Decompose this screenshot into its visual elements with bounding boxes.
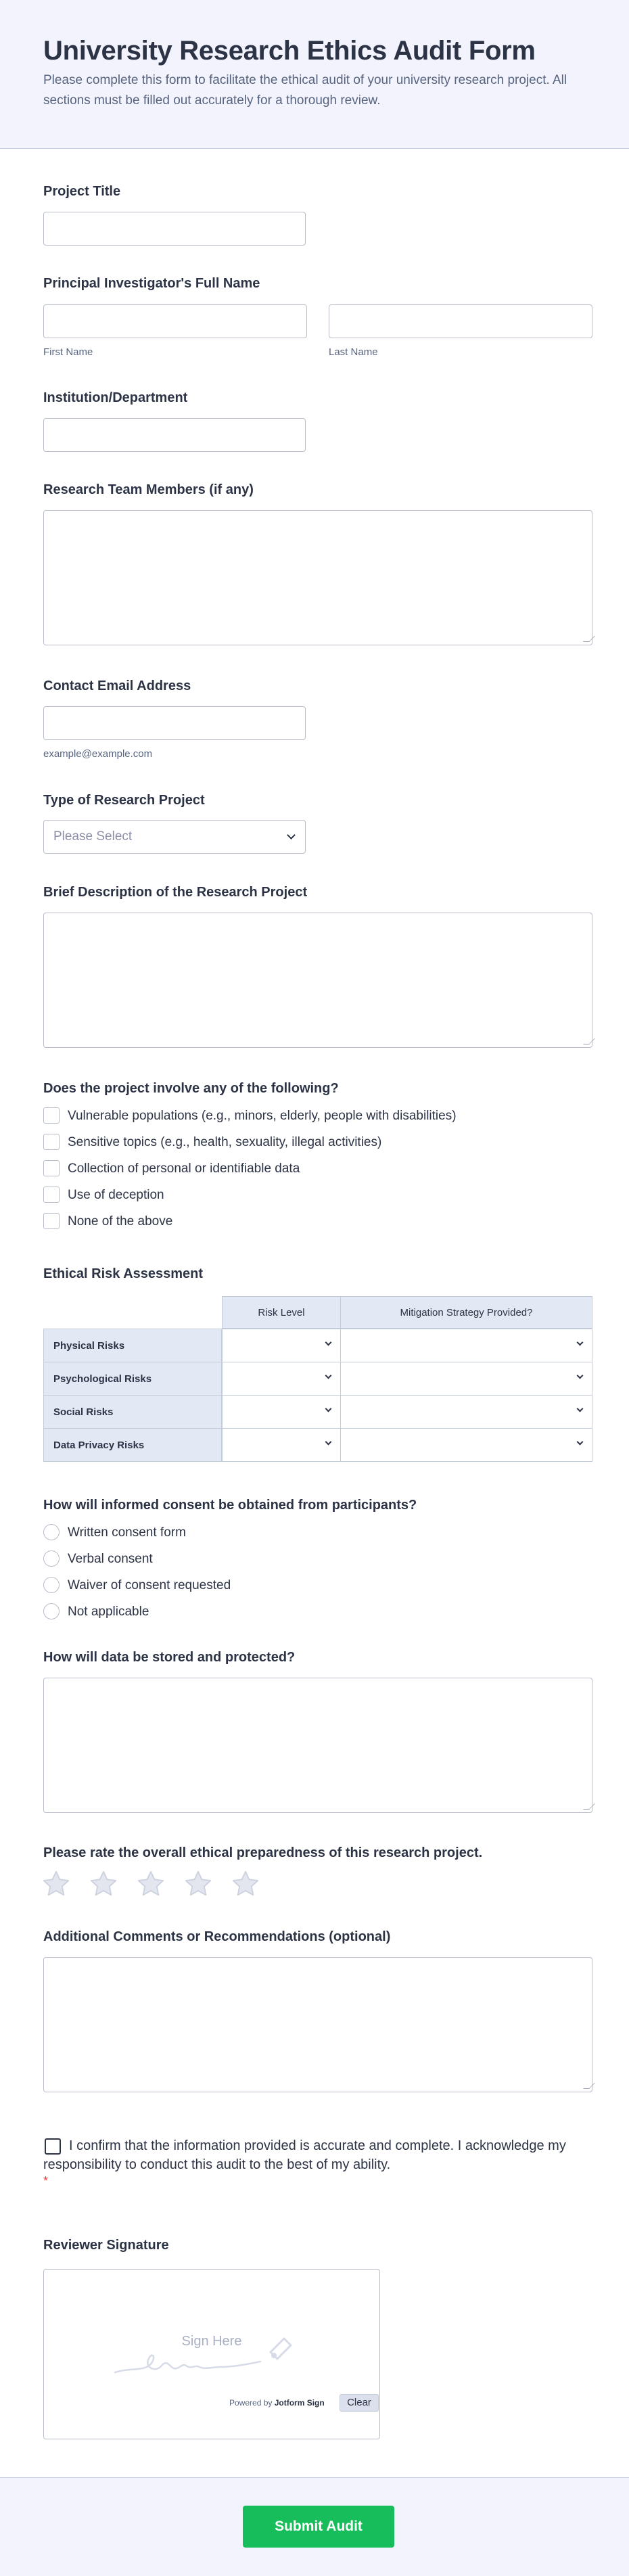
involvement-label: Does the project involve any of the following? [43, 1081, 339, 1096]
consent-label: How will informed consent be obtained from participants? [43, 1498, 417, 1513]
signature-pad[interactable] [43, 2269, 380, 2439]
rating-label: Please rate the overall ethical preparedness of this research project. [43, 1845, 483, 1860]
checkbox[interactable] [43, 1213, 60, 1229]
description-label: Brief Description of the Research Project [43, 885, 308, 900]
matrix-column-header: Risk Level [222, 1296, 341, 1329]
checkbox[interactable] [43, 1134, 60, 1150]
checkbox[interactable] [43, 1107, 60, 1124]
form-title: University Research Ethics Audit Form [43, 36, 536, 66]
option-label: Written consent form [68, 1525, 186, 1540]
comments-textarea[interactable] [43, 1957, 592, 2092]
institution-label: Institution/Department [43, 390, 188, 405]
chevron-down-icon [325, 1439, 332, 1446]
terms-checkbox[interactable] [45, 2138, 61, 2155]
form-header [0, 0, 629, 149]
option-label: Vulnerable populations (e.g., minors, elderly, people with disabilities) [68, 1109, 457, 1123]
matrix-row-label: Data Privacy Risks [43, 1428, 222, 1462]
project-title-label: Project Title [43, 184, 121, 199]
chevron-down-icon [325, 1406, 332, 1412]
team-members-textarea[interactable] [43, 510, 592, 645]
chevron-down-icon [577, 1373, 584, 1379]
research-type-placeholder: Please Select [53, 829, 133, 844]
star-icon[interactable] [41, 1868, 72, 1900]
risk-level-dropdown[interactable] [222, 1329, 341, 1362]
chevron-down-icon [287, 831, 296, 840]
research-type-label: Type of Research Project [43, 793, 205, 808]
mitigation-dropdown[interactable] [340, 1428, 592, 1462]
last-name-sublabel: Last Name [329, 346, 378, 358]
email-input[interactable] [43, 706, 306, 740]
submit-button[interactable]: Submit Audit [243, 2506, 394, 2548]
email-sublabel: example@example.com [43, 748, 153, 760]
chevron-down-icon [577, 1406, 584, 1412]
signature-scribble-icon [112, 2325, 314, 2379]
powered-brand: Jotform Sign [274, 2398, 325, 2408]
checkbox[interactable] [43, 1160, 60, 1176]
comments-label: Additional Comments or Recommendations (optional) [43, 1929, 391, 1944]
description-textarea[interactable] [43, 913, 592, 1048]
signature-label: Reviewer Signature [43, 2238, 169, 2253]
risk-level-dropdown[interactable] [222, 1362, 341, 1396]
radio-button[interactable] [43, 1577, 60, 1593]
terms-checkbox-row[interactable] [43, 2136, 584, 2174]
project-title-input[interactable] [43, 212, 306, 246]
research-type-select[interactable] [43, 820, 306, 854]
powered-by-text [229, 2398, 325, 2408]
option-label: Collection of personal or identifiable data [68, 1162, 300, 1176]
matrix-row-label: Social Risks [43, 1395, 222, 1429]
mitigation-dropdown[interactable] [340, 1362, 592, 1396]
chevron-down-icon [577, 1339, 584, 1346]
star-icon[interactable] [88, 1868, 119, 1900]
option-label: Waiver of consent requested [68, 1578, 231, 1592]
mitigation-dropdown[interactable] [340, 1395, 592, 1429]
chevron-down-icon [325, 1339, 332, 1346]
email-label: Contact Email Address [43, 678, 191, 693]
risk-matrix [43, 1296, 592, 1465]
first-name-input[interactable] [43, 304, 307, 338]
last-name-input[interactable] [329, 304, 592, 338]
star-icon[interactable] [230, 1868, 261, 1900]
star-icon[interactable] [135, 1868, 166, 1900]
required-mark: * [43, 2174, 49, 2188]
radio-button[interactable] [43, 1524, 60, 1540]
checkbox[interactable] [43, 1187, 60, 1203]
risk-level-dropdown[interactable] [222, 1395, 341, 1429]
data-storage-label: How will data be stored and protected? [43, 1650, 296, 1665]
data-storage-textarea[interactable] [43, 1678, 592, 1813]
first-name-sublabel: First Name [43, 346, 93, 358]
option-label: None of the above [68, 1214, 173, 1228]
radio-button[interactable] [43, 1603, 60, 1619]
radio-button[interactable] [43, 1550, 60, 1567]
matrix-row-label: Psychological Risks [43, 1362, 222, 1396]
option-label: Sensitive topics (e.g., health, sexuality, illegal activities) [68, 1135, 382, 1149]
risk-label: Ethical Risk Assessment [43, 1266, 204, 1281]
chevron-down-icon [577, 1439, 584, 1446]
option-label: Use of deception [68, 1188, 164, 1202]
terms-text: I confirm that the information provided is accurate and complete. I acknowledge my responsibility to conduct this audit to the best of my ability. [43, 2138, 566, 2172]
form-subtitle: Please complete this form to facilitate the ethical audit of your university research project. All sections must be filled out accurately for a thorough review. [43, 73, 567, 108]
risk-level-dropdown[interactable] [222, 1428, 341, 1462]
option-label: Verbal consent [68, 1552, 153, 1566]
star-icon[interactable] [183, 1868, 214, 1900]
pi-name-label: Principal Investigator's Full Name [43, 276, 260, 291]
matrix-row-label: Physical Risks [43, 1329, 222, 1362]
institution-input[interactable] [43, 418, 306, 452]
powered-prefix: Powered by [229, 2398, 273, 2408]
option-label: Not applicable [68, 1605, 149, 1619]
matrix-column-header: Mitigation Strategy Provided? [340, 1296, 592, 1329]
chevron-down-icon [325, 1373, 332, 1379]
clear-signature-button[interactable]: Clear [340, 2394, 379, 2412]
team-members-label: Research Team Members (if any) [43, 482, 254, 497]
mitigation-dropdown[interactable] [340, 1329, 592, 1362]
sign-here-placeholder: Sign Here [181, 2334, 242, 2349]
